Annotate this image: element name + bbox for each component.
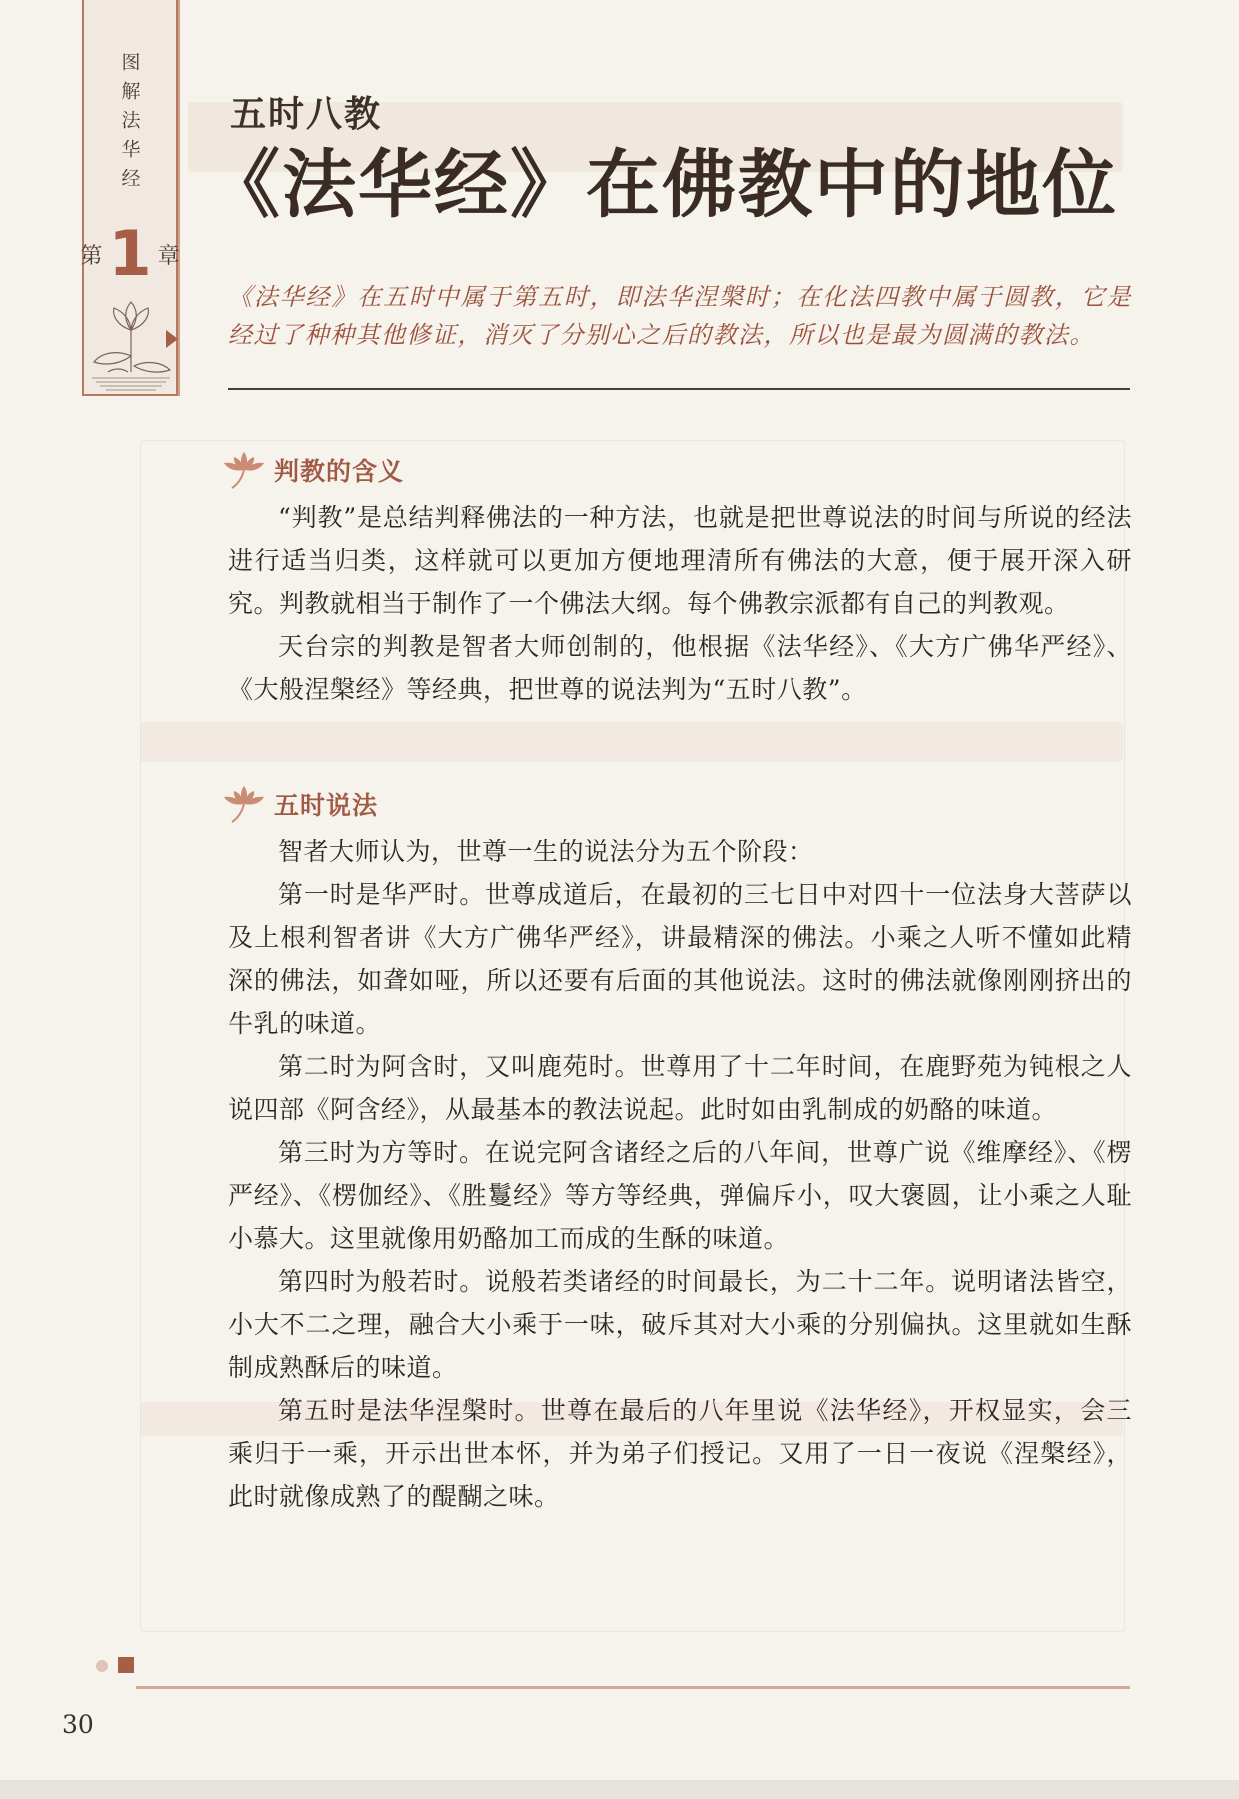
paragraph: 天台宗的判教是智者大师创制的，他根据《法华经》、《大方广佛华严经》、《大般涅槃经》等经典，把世尊的说法判为“五时八教”。 (228, 632, 1132, 704)
section-title: 五时说法 (274, 791, 379, 820)
summary-text: 《法华经》在五时中属于第五时，即法华涅槃时；在化法四教中属于圆教，它是经过了种种其他修证，消灭了分别心之后的教法，所以也是最为圆满的教法。 (228, 283, 1132, 349)
paragraph: 第二时为阿含时，又叫鹿苑时。世尊用了十二年时间，在鹿野苑为钝根之人说四部《阿含经》，从最基本的教法说起。此时如由乳制成的奶酪的味道。 (228, 1052, 1132, 1124)
paragraph: 第一时是华严时。世尊成道后，在最初的三七日中对四十一位法身大菩萨以及上根利智者讲《大方广佛华严经》，讲最精深的佛法。小乘之人听不懂如此精深的佛法，如聋如哑，所以还要有后面的其他说法。这时的佛法就像刚刚挤出的牛乳的味道。 (228, 880, 1132, 1038)
scan-edge (0, 1780, 1239, 1799)
paragraph: 智者大师认为，世尊一生的说法分为五个阶段： (278, 837, 814, 866)
series-title: 图解法华经 (118, 52, 141, 197)
side-tab-notch (166, 330, 178, 348)
footer-dot (96, 1660, 108, 1672)
paragraph: “判教”是总结判释佛法的一种方法，也就是把世尊说法的时间与所说的经法进行适当归类，这样就可以更加方便地理清所有佛法的大意，便于展开深入研究。判教就相当于制作了一个佛法大纲。每个佛教宗派都有自己的判教观。 (228, 503, 1132, 618)
chapter-side-tab (82, 0, 178, 396)
section-five-periods (228, 784, 1132, 1518)
footer-square-marker (118, 1657, 134, 1673)
section-judging-teachings (228, 450, 1132, 711)
paragraph: 第三时为方等时。在说完阿含诸经之后的八年间，世尊广说《维摩经》、《楞严经》、《楞伽经》、《胜鬘经》等方等经典，弹偏斥小，叹大褒圆，让小乘之人耻小慕大。这里就像用奶酪加工而成的生酥的味道。 (228, 1138, 1132, 1253)
footer-divider (136, 1686, 1130, 1689)
section-kicker: 五时八教 (230, 93, 383, 135)
paragraph: 第四时为般若时。说般若类诸经的时间最长，为二十二年。说明诸法皆空，小大不二之理，融合大小乘于一味，破斥其对大小乘的分别偏执。这里就如生酥制成熟酥后的味道。 (228, 1267, 1132, 1382)
page-number: 30 (62, 1710, 94, 1739)
section-title: 判教的含义 (274, 457, 405, 486)
section-heading (222, 784, 1132, 824)
page-title: 《法华经》在佛教中的地位 (206, 142, 1118, 228)
chapter-suffix: 章 (157, 243, 180, 269)
lotus-icon (222, 784, 266, 824)
chapter-number: 1 (108, 217, 152, 290)
chapter-prefix: 第 (80, 243, 103, 269)
lotus-illustration (88, 300, 174, 392)
lotus-icon (222, 450, 266, 490)
section-heading (222, 450, 1132, 490)
chapter-marker (80, 217, 180, 290)
header-divider (228, 388, 1130, 390)
paragraph: 第五时是法华涅槃时。世尊在最后的八年里说《法华经》，开权显实，会三乘归于一乘，开示出世本怀，并为弟子们授记。又用了一日一夜说《涅槃经》，此时就像成熟了的醍醐之味。 (228, 1396, 1132, 1511)
